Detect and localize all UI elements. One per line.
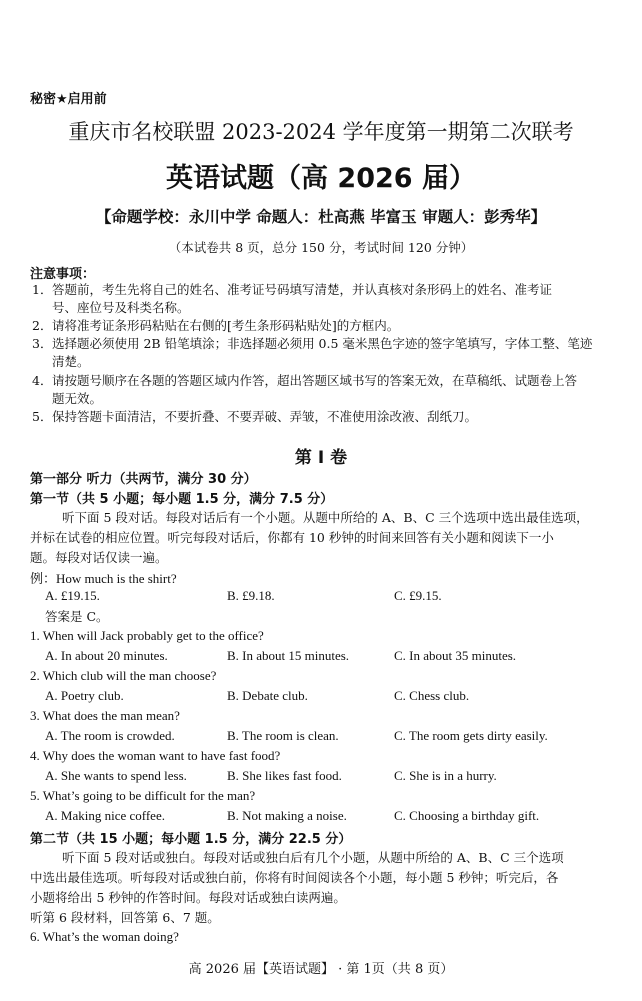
- section1-heading: 第一节（共 5 小题；每小题 1.5 分，满分 7.5 分）: [30, 492, 334, 507]
- notes-heading: 注意事项：: [30, 267, 96, 282]
- section2-heading: 第二节（共 15 小题；每小题 1.5 分，满分 22.5 分）: [30, 832, 352, 847]
- question-3-option-b: B. The room is clean.: [227, 728, 339, 743]
- question-5-option-a: A. Making nice coffee.: [45, 808, 165, 823]
- example-question: 例：How much is the shirt?: [30, 571, 177, 586]
- question-4-option-b: B. She likes fast food.: [227, 768, 342, 783]
- note-item-2-num: 2．: [32, 318, 53, 333]
- note-item-3-num: 3．: [32, 336, 53, 351]
- note-item-5-line1: 保持答题卡面清洁，不要折叠、不要弄破、弄皱，不准使用涂改液、刮纸刀。: [52, 409, 478, 424]
- question-2-option-c: C. Chess club.: [394, 688, 470, 703]
- question-3-option-a: A. The room is crowded.: [45, 728, 175, 743]
- example-option-b: B. £9.18.: [227, 588, 275, 603]
- confidential-label: 秘密★启用前: [30, 92, 107, 107]
- exam-title-line1: 重庆市名校联盟 2023-2024 学年度第一期第二次联考: [68, 120, 574, 144]
- note-item-1-line1: 答题前，考生先将自己的姓名、准考证号码填写清楚，并认真核对条形码上的姓名、准考证: [52, 282, 553, 297]
- note-item-4-line1: 请按题号顺序在各题的答题区域内作答，超出答题区域书写的答案无效，在草稿纸、试题卷上答: [52, 373, 578, 388]
- section2-instruction-line1: 听下面 5 段对话或独白。每段对话或独白后有几个小题，从题中所给的 A、B、C 三个选项: [62, 850, 564, 865]
- question-5: 5. What’s going to be difficult for the man?: [30, 788, 256, 803]
- question-6: 6. What’s the woman doing?: [30, 929, 179, 944]
- question-1-option-b: B. In about 15 minutes.: [227, 648, 350, 663]
- section1-instruction-line2: 并标在试卷的相应位置。听完每段对话后，你都有 10 秒钟的时间来回答有关小题和阅读下一小: [30, 530, 554, 545]
- note-item-1-num: 1．: [32, 282, 53, 297]
- note-item-2-line1: 请将准考证条形码粘贴在右侧的[考生条形码粘贴处]的方框内。: [52, 318, 400, 333]
- note-item-5-num: 5．: [32, 409, 53, 424]
- volume-title: 第 I 卷: [294, 448, 348, 468]
- question-2-option-a: A. Poetry club.: [45, 688, 124, 703]
- question-1: 1. When will Jack probably get to the office?: [30, 628, 264, 643]
- question-5-option-c: C. Choosing a birthday gift.: [394, 808, 540, 823]
- example-option-c: C. £9.15.: [394, 588, 442, 603]
- exam-title-line2: 英语试题（高 2026 届）: [166, 163, 476, 194]
- page-footer: 高 2026 届【英语试题】 · 第 1页（共 8 页）: [188, 962, 454, 977]
- question-3: 3. What does the man mean?: [30, 708, 180, 723]
- section1-instruction-line1: 听下面 5 段对话。每段对话后有一个小题。从题中所给的 A、B、C 三个选项中选出最佳选项，: [62, 510, 589, 525]
- note-item-4-num: 4．: [32, 373, 53, 388]
- note-item-3-line2: 清楚。: [52, 354, 90, 369]
- question-3-option-c: C. The room gets dirty easily.: [394, 728, 548, 743]
- question-2: 2. Which club will the man choose?: [30, 668, 217, 683]
- note-item-3-line1: 选择题必须使用 2B 铅笔填涂；非选择题必须用 0.5 毫米黑色字迹的签字笔填写，字体工整、笔迹: [52, 336, 593, 351]
- question-4: 4. Why does the woman want to have fast food?: [30, 748, 281, 763]
- question-1-option-c: C. In about 35 minutes.: [394, 648, 517, 663]
- example-option-a: A. £19.15.: [45, 588, 100, 603]
- note-item-4-line2: 题无效。: [52, 391, 103, 406]
- exam-info: （本试卷共 8 页，总分 150 分，考试时间 120 分钟）: [168, 240, 474, 255]
- question-4-option-c: C. She is in a hurry.: [394, 768, 497, 783]
- part1-heading: 第一部分 听力（共两节，满分 30 分）: [30, 472, 257, 487]
- question-5-option-b: B. Not making a noise.: [227, 808, 347, 823]
- section2-instruction-line3: 小题将给出 5 秒钟的作答时间。每段对话或独白读两遍。: [30, 890, 346, 905]
- question-2-option-b: B. Debate club.: [227, 688, 308, 703]
- question-4-option-a: A. She wants to spend less.: [45, 768, 187, 783]
- section2-instruction-line2: 中选出最佳选项。听每段对话或独白前，你将有时间阅读各个小题，每小题 5 秒钟；听完后，各: [30, 870, 559, 885]
- section2-material: 听第 6 段材料，回答第 6、7 题。: [30, 910, 220, 925]
- author-info: 【命题学校：永川中学 命题人：杜高燕 毕富玉 审题人：彭秀华】: [95, 208, 547, 226]
- section1-instruction-line3: 题。每段对话仅读一遍。: [30, 550, 168, 565]
- question-1-option-a: A. In about 20 minutes.: [45, 648, 168, 663]
- example-answer: 答案是 C。: [45, 609, 109, 624]
- note-item-1-line2: 号、座位号及科类名称。: [52, 300, 190, 315]
